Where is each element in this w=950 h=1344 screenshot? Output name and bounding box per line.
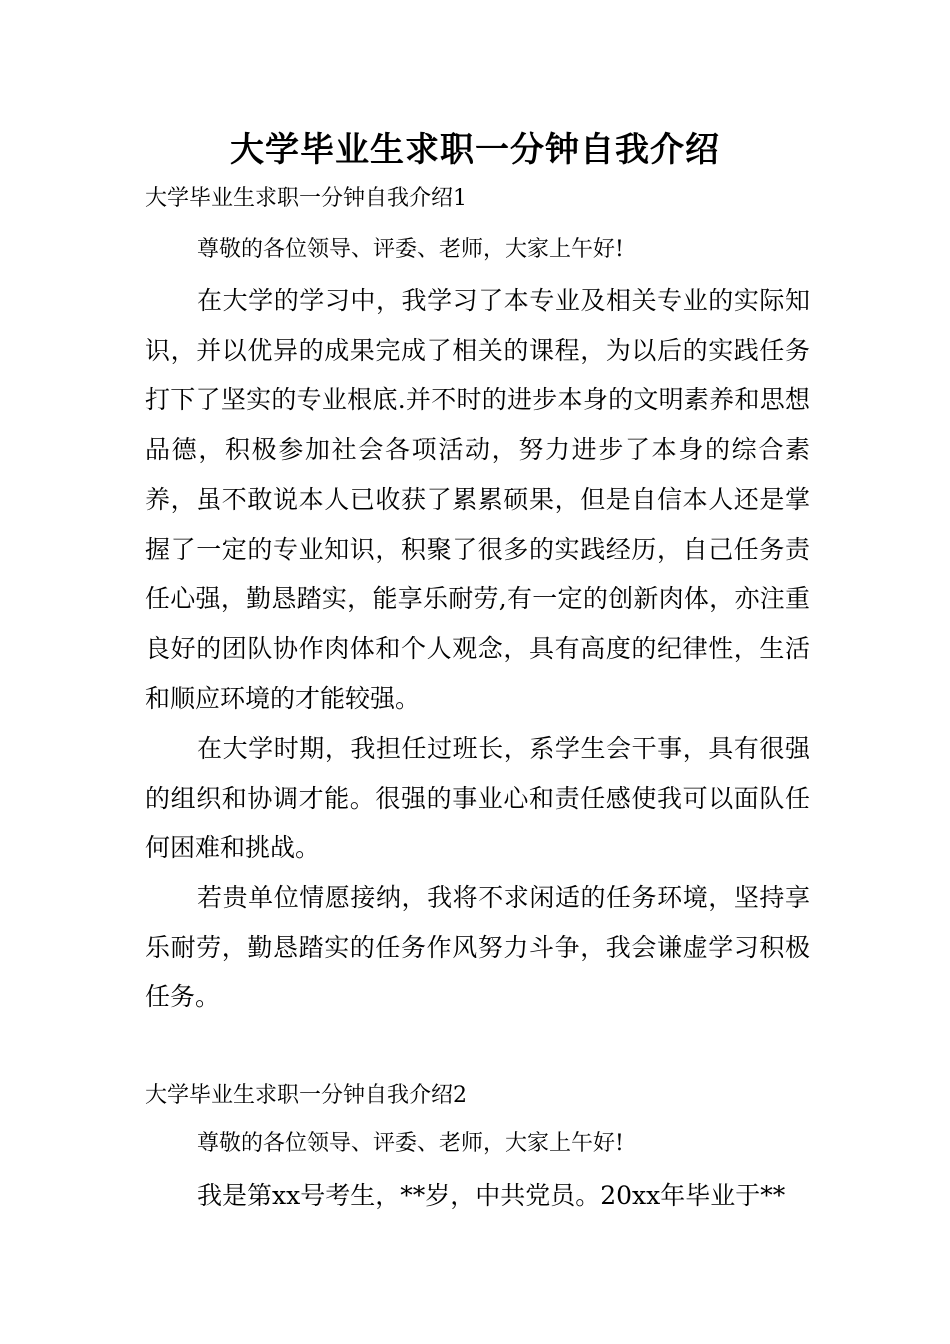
section-1-greeting: 尊敬的各位领导、评委、老师，大家上午好! <box>197 237 624 262</box>
section-1-paragraph-1: 在大学的学习中，我学习了本专业及相关专业的实际知识，并以优异的成果完成了相关的课程，为以后的实践任务打下了坚实的专业根底.并不时的进步本身的文明素养和思想品德，积极参加社会各项活动，努力进步了本身的综合素养，虽不敢说本人已收获了累累硕果，但是自信本人还是掌握了一定的专业知识，积聚了很多的实践经历，自己任务责任心强，勤恳踏实，能享乐耐劳,有一定的创新肉体，亦注重良好的团队协作肉体和个人观念，具有高度的纪律性，生活和顺应环境的才能较强。 <box>145 286 810 713</box>
document-title: 大学毕业生求职一分钟自我介绍 <box>230 130 720 170</box>
section-1-paragraph-2: 在大学时期，我担任过班长，系学生会干事，具有很强的组织和协调才能。很强的事业心和责任感使我可以面队任何困难和挑战。 <box>145 734 810 863</box>
section-1-paragraph-3: 若贵单位情愿接纳，我将不求闲适的任务环境，坚持享乐耐劳，勤恳踏实的任务作风努力斗争，我会谦虚学习积极任务。 <box>145 883 810 1012</box>
section-heading-2: 大学毕业生求职一分钟自我介绍2 <box>145 1083 467 1108</box>
section-2-greeting: 尊敬的各位领导、评委、老师，大家上午好! <box>197 1131 624 1156</box>
section-2-paragraph-1: 我是第xx号考生，**岁，中共党员。20xx年毕业于** <box>197 1181 786 1210</box>
section-heading-1: 大学毕业生求职一分钟自我介绍1 <box>145 186 467 211</box>
